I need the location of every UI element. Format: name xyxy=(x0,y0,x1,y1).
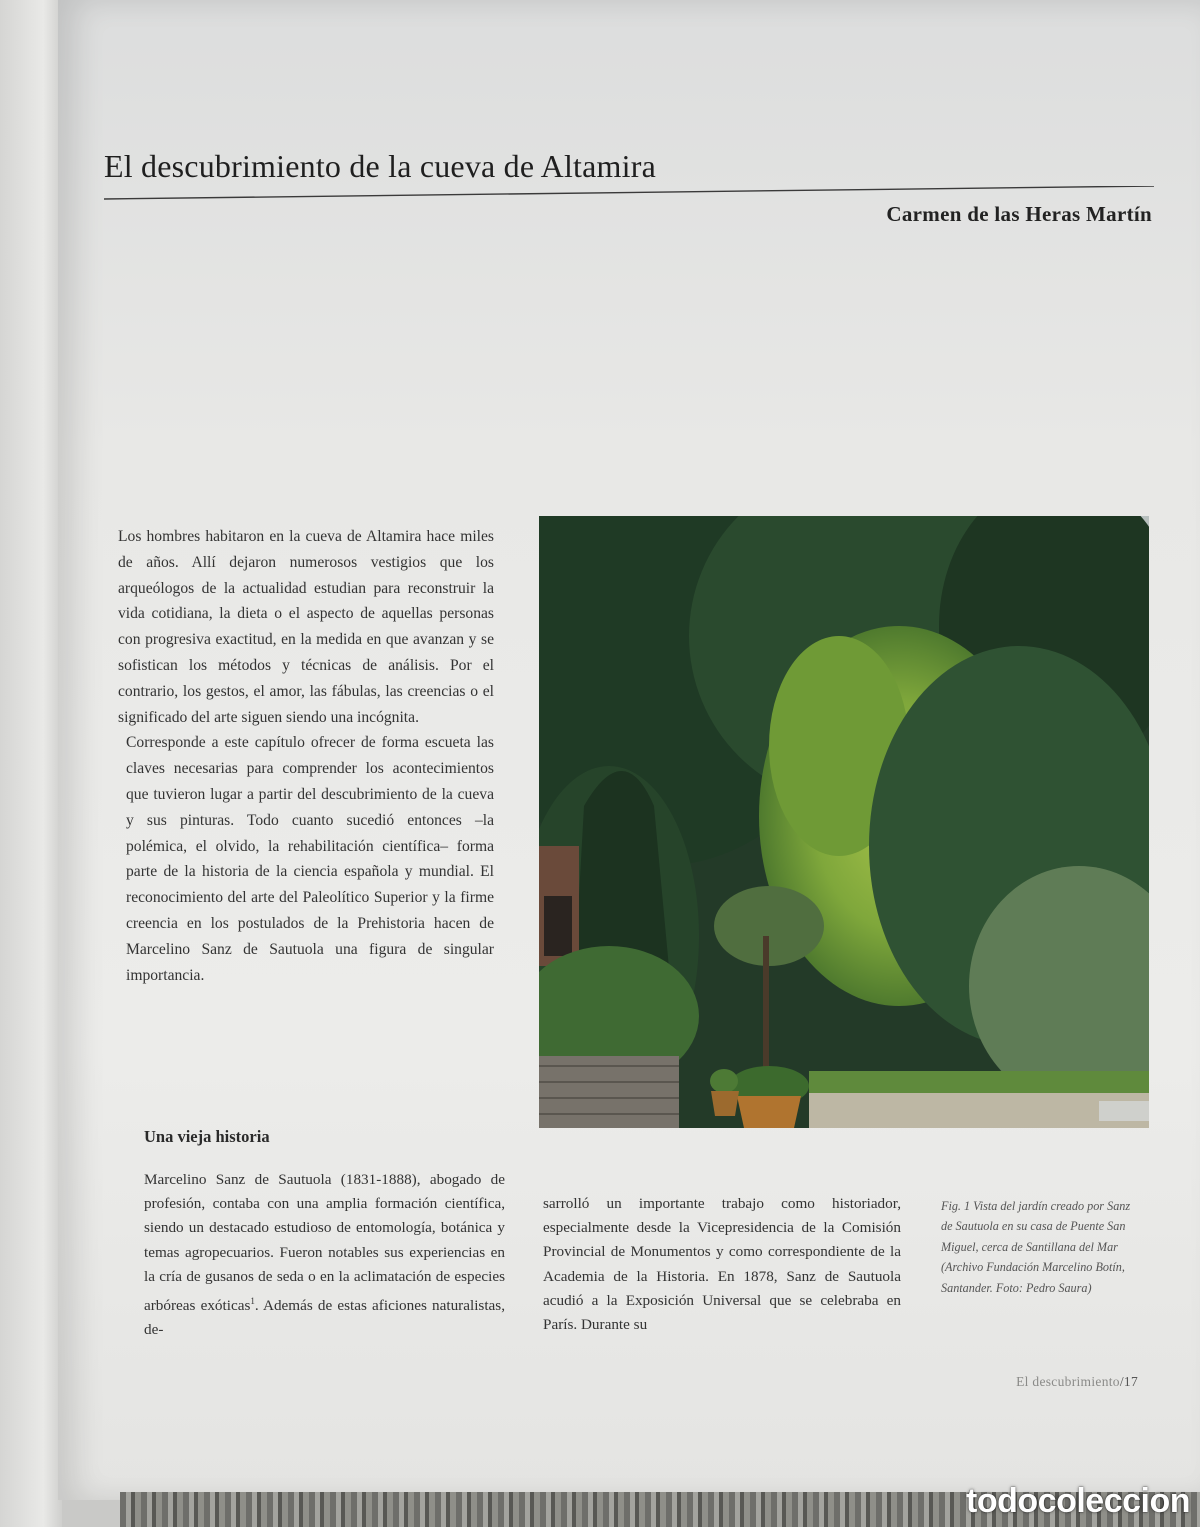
page-footer xyxy=(1016,1374,1138,1390)
article-author: Carmen de las Heras Martín xyxy=(886,202,1152,226)
figure-caption: Fig. 1 Vista del jardín creado por Sanz de Sautuola en su casa de Puente San Miguel, cerca de Santillana del Mar (Archivo Fundación Marcelino Botín, Santander. Foto: Pedro Saura) xyxy=(941,1199,1131,1295)
section-heading: Una vieja historia xyxy=(144,1127,270,1146)
intro-paragraph: Corresponde a este capítulo ofrecer de forma escueta las claves necesarias para comprender los acontecimientos que tuvieron lugar a partir del descubrimiento de la cueva y sus pinturas. Todo cuanto sucedió entonces –la polémica, el olvido, la rehabilitación científica– forma parte de la historia de la ciencia española y mundial. El reconocimiento del arte del Paleolítico Superior y la firme creencia en los postulados de la Prehistoria hacen de Marcelino Sanz de Sautuola una figura de singular importancia. xyxy=(126,734,494,984)
watermark: todocoleccion xyxy=(966,1482,1190,1520)
intro-paragraph: Los hombres habitaron en la cueva de Altamira hace miles de años. Allí dejaron numerosos vestigios que los arqueólogos de la actualidad estudian para reconstruir la vida cotidiana, la dieta o el aspecto de aquellas personas con progresiva exactitud, en la medida en que avanzan y se sofistican los métodos y técnicas de análisis. Por el contrario, los gestos, el amor, las fábulas, las creencias o el significado del arte siguen siendo una incógnita. xyxy=(118,528,494,726)
body-column-2: sarrolló un importante trabajo como historiador, especialmente desde la Vicepresidencia de la Comisión Provincial de Monumentos y como correspondiente de la Academia de la Historia. En 1878, Sanz de Sautuola acudió a la Exposición Universal que se celebraba en París. Durante su xyxy=(543,1195,901,1334)
body-column-1-text: Marcelino Sanz de Sautuola (1831-1888), abogado de profesión, contaba con una amplia formación científica, siendo un destacado estudioso de entomología, botánica y temas agropecuarios. Fueron notables sus experiencias en la cría de gusanos de seda o en la aclimatación de especies arbóreas exóticas xyxy=(144,1171,505,1315)
title-rule xyxy=(104,186,1154,202)
left-page-edge xyxy=(0,0,62,1527)
body-column-1-tail: . Además de estas aficiones naturalistas, de- xyxy=(144,1297,505,1339)
page-number: /17 xyxy=(1119,1374,1138,1389)
garden-photo xyxy=(539,516,1149,1128)
article-title: El descubrimiento de la cueva de Altamira xyxy=(104,148,656,184)
body-column-1 xyxy=(144,1168,505,1342)
intro-text xyxy=(118,524,494,988)
footnote-marker: 1 xyxy=(250,1296,255,1307)
running-head: El descubrimiento xyxy=(1016,1374,1120,1389)
